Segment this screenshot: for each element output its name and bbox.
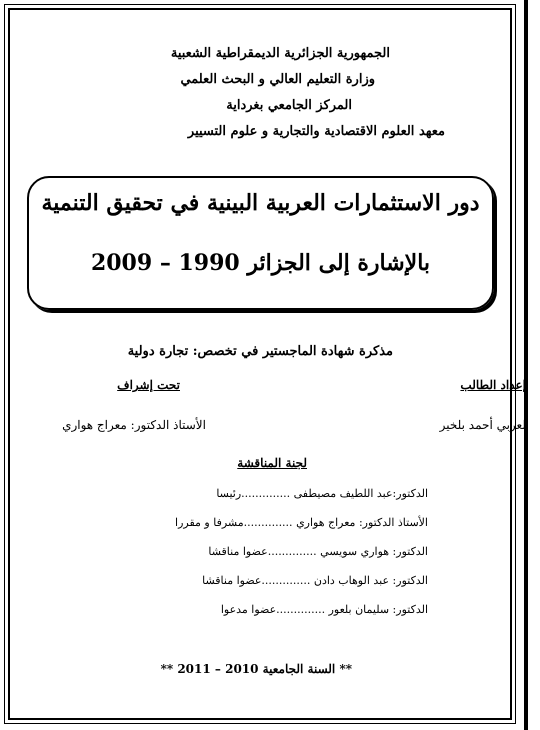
member-role: ..............عضوا مدعوا bbox=[220, 603, 326, 616]
member-name: الدكتور: عبد الوهاب دادن bbox=[313, 574, 428, 587]
student-name: لعربي أحمد بلخير bbox=[439, 418, 526, 432]
member-name: الدكتور: سليمان بلعور bbox=[328, 603, 428, 616]
committee-member-5 bbox=[28, 603, 428, 616]
ministry-heading: وزارة التعليم العالي و البحث العلمي bbox=[180, 72, 375, 87]
member-name: الأستاذ الدكتور: معراج هواري bbox=[296, 516, 428, 529]
page-edge bbox=[524, 0, 528, 730]
member-name: الدكتور:عبد اللطيف مصيطفى bbox=[293, 487, 428, 500]
member-name: الدكتور: هواري سويسي bbox=[320, 545, 428, 558]
member-role: ..............عضوا مناقشا bbox=[208, 545, 317, 558]
thesis-title-box bbox=[27, 176, 494, 310]
supervisor-label: تحت إشراف bbox=[117, 378, 180, 392]
institute-heading: معهد العلوم الاقتصادية والتجارية و علوم التسيير bbox=[187, 124, 445, 139]
committee-member-3 bbox=[28, 545, 428, 558]
committee-title: لجنة المناقشة bbox=[237, 456, 307, 470]
memo-subtitle: مذكرة شهادة الماجستير في تخصص: تجارة دولية bbox=[127, 344, 393, 359]
member-role: ..............رئيسا bbox=[216, 487, 291, 500]
member-role: ..............مشرفا و مقررا bbox=[175, 516, 293, 529]
member-role: ..............عضوا مناقشا bbox=[202, 574, 311, 587]
committee-member-4 bbox=[28, 574, 428, 587]
republic-heading: الجمهورية الجزائرية الديمقراطية الشعبية bbox=[170, 46, 390, 61]
supervisor-name: الأستاذ الدكتور: معراج هواري bbox=[62, 418, 206, 432]
academic-year: ** السنة الجامعية 2010 – 2011 ** bbox=[160, 662, 352, 676]
committee-member-1 bbox=[28, 487, 428, 500]
thesis-title-line-1: دور الاستثمارات العربية البينية في تحقيق التنمية bbox=[41, 190, 480, 216]
thesis-title-line-2: بالإشارة إلى الجزائر 1990 – 2009 bbox=[90, 250, 431, 276]
center-heading: المركز الجامعي بغرداية bbox=[226, 98, 352, 113]
student-label: إعداد الطالب bbox=[460, 378, 526, 392]
committee-member-2 bbox=[28, 516, 428, 529]
